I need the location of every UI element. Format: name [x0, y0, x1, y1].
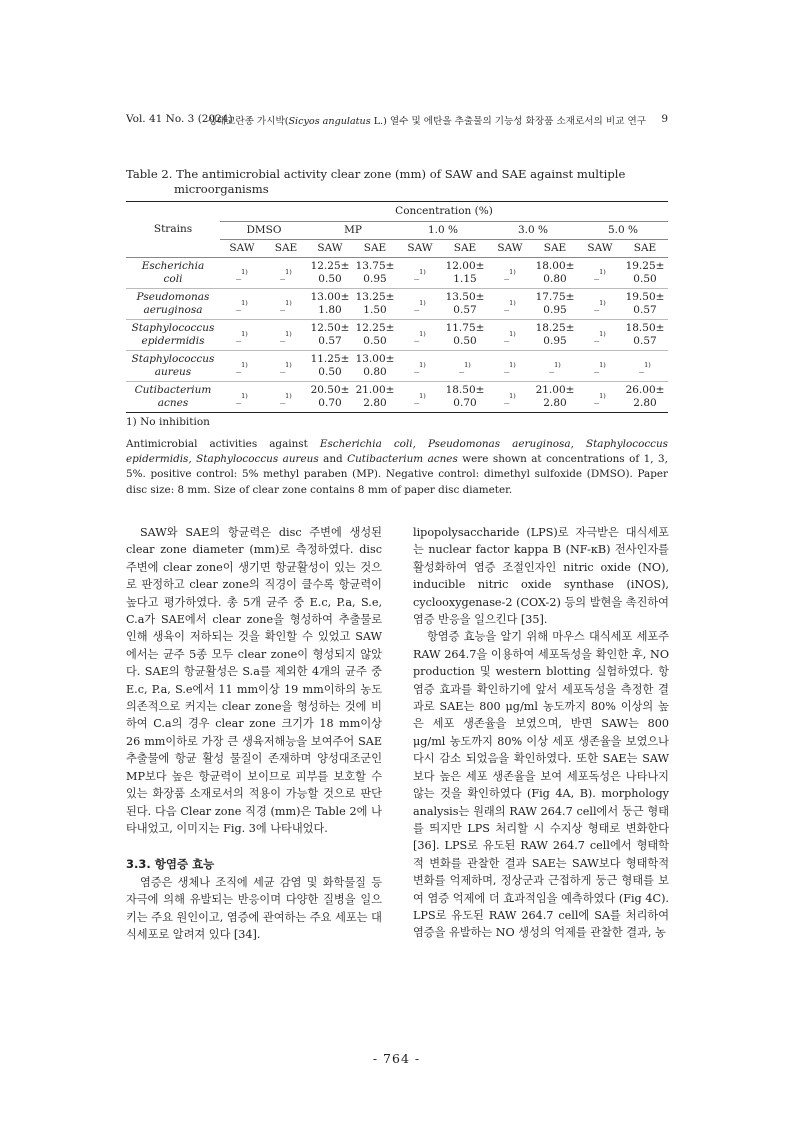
right-paragraph-2: 항염증 효능을 알기 위해 마우스 대식세포 세포주 RAW 264.7을 이용하여 세포독성을 확인한 후, NO production 및 western blotting 실험하였다. 항염증 효과를 확인하기에 앞서 세포독성을 측정한 결과로 SAE는 800 μg/ml 농도까지 80% 이상의 높은 세포 생존율을 보였으며, 반면 SAW는 800 μg/ml 농도까지 80% 이상 세포 생존율을 보였으나 다시 감소 되었음을 확인하였다. 또한 SAE는 SAW보다 높은 세포 생존율을 보여 세포독성은 나타나지 않는 것을 확인하였다 (Fig 4A, B). morphology analysis는 원래의 RAW 264.7 cell에서 둥근 형태를 띄지만 LPS 처리할 시 수지상 형태로 변화한다 [36]. LPS로 유도된 RAW 264.7 cell에서 형태학적 변화를 관찰한 결과 SAE는 SAW보다 형태학적 변화를 억제하며, 정상군과 근접하게 둥근 형태를 보여 염증 억제에 더 효과적임을 예측하였다 (Fig 4C). LPS로 유도된 RAW 264.7 cell에 SA를 처리하여 염증을 유발하는 NO 생성의 억제를 관찰한 결과, 농	[413, 630, 669, 940]
no-inhibition-mark: _	[236, 330, 242, 342]
sd-value: 0.80	[363, 366, 387, 378]
sub-header-sae: SAE	[352, 240, 398, 258]
left-paragraph-2: 염증은 생체나 조직에 세균 감염 및 화학물질 등 자극에 의해 유발되는 반응이며 다양한 질병을 일으키는 주요 원인이고, 염증에 관여하는 주요 세포는 대식세포로 알려져 있다 [34].	[126, 875, 382, 941]
no-inhibition-cell	[264, 289, 308, 320]
no-inhibition-mark: _	[280, 361, 286, 373]
footnote-ref: 1)	[285, 329, 292, 338]
running-title-species: Sicyos angulatus	[288, 116, 371, 127]
no-inhibition-mark: _	[594, 361, 600, 373]
no-inhibition-mark: _	[594, 330, 600, 342]
journal-volume: Vol. 41 No. 3 (2024)	[126, 113, 233, 125]
no-inhibition-cell	[578, 351, 622, 382]
mean-value: 20.50±	[310, 384, 350, 396]
sd-value: 2.80	[363, 397, 387, 409]
no-inhibition-cell	[622, 351, 668, 382]
table-row	[126, 289, 668, 320]
no-inhibition-mark: _	[504, 299, 510, 311]
value-cell	[442, 382, 488, 413]
footnote-ref: 1)	[241, 360, 248, 369]
mean-value: 13.25±	[355, 291, 395, 303]
mean-value: 21.00±	[535, 384, 575, 396]
mean-value: 12.25±	[355, 322, 395, 334]
sd-value: 1.80	[318, 304, 342, 316]
sub-header-saw: SAW	[398, 240, 442, 258]
strain-name	[126, 351, 220, 382]
strain-name-part: epidermidis	[141, 335, 205, 347]
value-cell	[622, 382, 668, 413]
no-inhibition-cell	[264, 258, 308, 289]
mean-value: 13.00±	[310, 291, 350, 303]
value-cell	[442, 258, 488, 289]
group-header-mp: MP	[308, 222, 398, 240]
footnote-ref: 1)	[285, 360, 292, 369]
no-inhibition-mark: _	[280, 268, 286, 280]
sd-value: 0.57	[318, 335, 342, 347]
footnote-ref: 1)	[419, 267, 426, 276]
sd-value: 1.15	[453, 273, 477, 285]
mean-value: 19.25±	[625, 260, 665, 272]
table-legend	[126, 437, 668, 498]
footnote-ref: 1)	[509, 360, 516, 369]
no-inhibition-cell	[532, 351, 578, 382]
value-cell	[308, 320, 352, 351]
no-inhibition-mark: _	[594, 268, 600, 280]
no-inhibition-cell	[264, 351, 308, 382]
sd-value: 0.57	[453, 304, 477, 316]
no-inhibition-cell	[488, 320, 532, 351]
value-cell	[352, 382, 398, 413]
sd-value: 0.50	[363, 335, 387, 347]
value-cell	[352, 258, 398, 289]
no-inhibition-cell	[398, 382, 442, 413]
no-inhibition-cell	[220, 258, 264, 289]
no-inhibition-mark: _	[280, 392, 286, 404]
sd-value: 0.57	[633, 335, 657, 347]
header-page-number: 9	[661, 113, 668, 125]
footnote-ref: 1)	[241, 329, 248, 338]
value-cell	[532, 382, 578, 413]
no-inhibition-cell	[398, 351, 442, 382]
footnote-ref: 1)	[554, 360, 561, 369]
no-inhibition-mark: _	[594, 299, 600, 311]
mean-value: 17.75±	[535, 291, 575, 303]
sub-header-saw: SAW	[308, 240, 352, 258]
mean-value: 26.00±	[625, 384, 665, 396]
right-column	[413, 524, 669, 942]
footnote-ref: 1)	[509, 329, 516, 338]
value-cell	[352, 351, 398, 382]
no-inhibition-mark: _	[504, 268, 510, 280]
page-number: - 764 -	[372, 1051, 421, 1066]
no-inhibition-cell	[578, 258, 622, 289]
sub-header-saw: SAW	[220, 240, 264, 258]
no-inhibition-cell	[398, 289, 442, 320]
mean-value: 12.00±	[445, 260, 485, 272]
value-cell	[308, 382, 352, 413]
no-inhibition-cell	[398, 320, 442, 351]
mean-value: 13.00±	[355, 353, 395, 365]
strain-name-part: aeruginosa	[143, 304, 203, 316]
footnote-ref: 1)	[241, 298, 248, 307]
footnote-ref: 1)	[241, 391, 248, 400]
strain-name-part: aureus	[154, 366, 192, 378]
footnote-ref: 1)	[285, 298, 292, 307]
strain-name-part: Staphylococcus	[131, 353, 215, 365]
no-inhibition-mark: _	[414, 299, 420, 311]
table-row	[126, 320, 668, 351]
sd-value: 0.95	[363, 273, 387, 285]
value-cell	[308, 258, 352, 289]
value-cell	[308, 289, 352, 320]
sd-value: 0.57	[633, 304, 657, 316]
group-header-3pct: 3.0 %	[488, 222, 578, 240]
table-caption	[126, 167, 668, 197]
mean-value: 21.00±	[355, 384, 395, 396]
footnote-ref: 1)	[599, 391, 606, 400]
footnote-ref: 1)	[599, 267, 606, 276]
no-inhibition-cell	[578, 382, 622, 413]
no-inhibition-mark: _	[414, 268, 420, 280]
sd-value: 0.80	[543, 273, 567, 285]
legend-text-1: Antimicrobial activities against	[126, 438, 320, 450]
footnote-ref: 1)	[419, 298, 426, 307]
sd-value: 2.80	[543, 397, 567, 409]
sub-header-sae: SAE	[264, 240, 308, 258]
value-cell	[532, 258, 578, 289]
sd-value: 0.95	[543, 304, 567, 316]
sd-value: 1.50	[363, 304, 387, 316]
legend-species-1: Escherichia coli, Pseudomonas aeruginosa, Staphylococcus epidermidis, Staphylococcus aureus	[126, 438, 668, 466]
no-inhibition-mark: _	[459, 361, 465, 373]
footnote-ref: 1)	[285, 391, 292, 400]
antimicrobial-table	[126, 201, 668, 413]
legend-text-2: and	[318, 453, 348, 466]
no-inhibition-mark: _	[236, 361, 242, 373]
strain-name	[126, 382, 220, 413]
no-inhibition-mark: _	[414, 361, 420, 373]
no-inhibition-mark: _	[280, 299, 286, 311]
no-inhibition-mark: _	[414, 330, 420, 342]
sd-value: 0.50	[318, 366, 342, 378]
legend-text-3: were shown at concentrations of 1, 3, 5%. positive control: 5% methyl paraben (MP). Negative control: dimethyl sulfoxide (DMSO). Paper disc size: 8 mm. Size of clear zone contains 8 mm of paper disc diameter.	[126, 453, 668, 496]
footnote-ref: 1)	[419, 329, 426, 338]
footnote-ref: 1)	[464, 360, 471, 369]
footnote-ref: 1)	[509, 391, 516, 400]
table-caption-line1: Table 2. The antimicrobial activity clear zone (mm) of SAW and SAE against multiple	[126, 167, 626, 181]
section-heading: 3.3. 항염증 효능	[126, 857, 215, 872]
value-cell	[352, 289, 398, 320]
strain-name	[126, 320, 220, 351]
no-inhibition-mark: _	[280, 330, 286, 342]
mean-value: 12.25±	[310, 260, 350, 272]
sub-header-sae: SAE	[442, 240, 488, 258]
value-cell	[622, 258, 668, 289]
no-inhibition-mark: _	[594, 392, 600, 404]
no-inhibition-cell	[488, 382, 532, 413]
value-cell	[532, 320, 578, 351]
footnote-ref: 1)	[599, 329, 606, 338]
no-inhibition-mark: _	[549, 361, 555, 373]
footnote-ref: 1)	[419, 391, 426, 400]
running-title-post: L.) 열수 및 에탄올 추출물의 기능성 화장품 소재로서의 비교 연구	[370, 116, 646, 127]
sd-value: 0.70	[318, 397, 342, 409]
strain-name-part: Pseudomonas	[136, 291, 210, 303]
table-row	[126, 351, 668, 382]
strain-name-part: Cutibacterium	[134, 384, 212, 396]
table-caption-line2: microorganisms	[174, 182, 269, 196]
mean-value: 18.25±	[535, 322, 575, 334]
group-header-dmso: DMSO	[220, 222, 308, 240]
no-inhibition-cell	[398, 258, 442, 289]
mean-value: 18.00±	[535, 260, 575, 272]
no-inhibition-cell	[220, 320, 264, 351]
footnote-ref: 1)	[599, 298, 606, 307]
value-cell	[442, 289, 488, 320]
sub-header-sae: SAE	[532, 240, 578, 258]
no-inhibition-cell	[442, 351, 488, 382]
mean-value: 11.25±	[310, 353, 350, 365]
no-inhibition-mark: _	[236, 268, 242, 280]
table-row	[126, 258, 668, 289]
sub-header-saw: SAW	[578, 240, 622, 258]
running-header	[126, 113, 668, 127]
value-cell	[442, 320, 488, 351]
footnote-ref: 1)	[285, 267, 292, 276]
running-title-pre: 생태교란종 가시박(	[207, 116, 289, 127]
footnote-ref: 1)	[599, 360, 606, 369]
concentration-header: Concentration (%)	[220, 202, 668, 222]
footnote-ref: 1)	[644, 360, 651, 369]
value-cell	[352, 320, 398, 351]
table-footnote: 1) No inhibition	[126, 416, 210, 428]
no-inhibition-mark: _	[639, 361, 645, 373]
left-column	[126, 524, 382, 943]
strain-name-part: coli	[163, 273, 183, 285]
no-inhibition-cell	[488, 289, 532, 320]
no-inhibition-cell	[220, 382, 264, 413]
sd-value: 0.50	[453, 335, 477, 347]
strains-header: Strains	[126, 202, 220, 258]
value-cell	[622, 289, 668, 320]
no-inhibition-mark: _	[504, 392, 510, 404]
no-inhibition-cell	[264, 320, 308, 351]
value-cell	[532, 289, 578, 320]
no-inhibition-cell	[578, 289, 622, 320]
group-header-5pct: 5.0 %	[578, 222, 668, 240]
no-inhibition-cell	[220, 289, 264, 320]
sd-value: 0.95	[543, 335, 567, 347]
no-inhibition-mark: _	[504, 330, 510, 342]
running-title	[208, 113, 646, 127]
mean-value: 11.75±	[445, 322, 485, 334]
no-inhibition-cell	[488, 258, 532, 289]
no-inhibition-cell	[220, 351, 264, 382]
mean-value: 12.50±	[310, 322, 350, 334]
no-inhibition-mark: _	[236, 299, 242, 311]
no-inhibition-mark: _	[504, 361, 510, 373]
no-inhibition-mark: _	[414, 392, 420, 404]
footnote-ref: 1)	[509, 298, 516, 307]
mean-value: 13.50±	[445, 291, 485, 303]
strain-name-part: Staphylococcus	[131, 322, 215, 334]
sd-value: 0.50	[633, 273, 657, 285]
value-cell	[308, 351, 352, 382]
no-inhibition-cell	[488, 351, 532, 382]
table-body	[126, 258, 668, 413]
strain-name-part: acnes	[157, 397, 189, 409]
no-inhibition-cell	[578, 320, 622, 351]
sub-header-saw: SAW	[488, 240, 532, 258]
sub-header-sae: SAE	[622, 240, 668, 258]
left-paragraph-1: SAW와 SAE의 항균력은 disc 주변에 생성된 clear zone diameter (mm)로 측정하였다. disc 주변에 clear zone이 생기면 항균활성이 있는 것으로 판정하고 clear zone의 직경이 클수록 항균력이 높다고 평가하였다. 총 5개 균주 중 E.c, P.a, S.e, C.a가 SAE에서 clear zone을 형성하여 추출물로 인해 생육이 저하되는 것을 확인할 수 있었고 SAW에서는 균주 5종 모두 clear zone이 형성되지 않았다. SAE의 항균활성은 S.a를 제외한 4개의 균주 중 E.c, P.a, S.e에서 11 mm이상 19 mm이하의 농도의존적으로 커지는 clear zone을 형성하는 것에 비하여 C.a의 경우 clear zone 크기가 18 mm이상 26 mm이하로 가장 큰 생육저해능을 보여주어 SAE 추출물에 항균 활성 물질이 존재하며 양성대조군인 MP보다 높은 항균력이 보이므로 피부를 보호할 수 있는 화장품 소재로서의 적용이 가능할 것으로 판단된다. 다음 Clear zone 직경 (mm)은 Table 2에 나타내었고, 이미지는 Fig. 3에 나타내었다.	[126, 526, 382, 835]
footnote-ref: 1)	[419, 360, 426, 369]
mean-value: 13.75±	[355, 260, 395, 272]
group-header-1pct: 1.0 %	[398, 222, 488, 240]
mean-value: 18.50±	[625, 322, 665, 334]
legend-species-2: Cutibacterium acnes	[347, 453, 458, 466]
sd-value: 0.50	[318, 273, 342, 285]
footnote-ref: 1)	[509, 267, 516, 276]
strain-name-part: Escherichia	[141, 260, 205, 272]
strain-name	[126, 258, 220, 289]
right-paragraph-1: lipopolysaccharide (LPS)로 자극받은 대식세포는 nuclear factor kappa B (NF-κB) 전사인자를 활성화하여 염증 조절인자인 nitric oxide (NO), inducible nitric oxide synthase (iNOS), cyclooxygenase-2 (COX-2) 등의 발현을 촉진하여 염증 반응을 일으킨다 [35].	[413, 526, 669, 627]
no-inhibition-cell	[264, 382, 308, 413]
sd-value: 0.70	[453, 397, 477, 409]
no-inhibition-mark: _	[236, 392, 242, 404]
mean-value: 18.50±	[445, 384, 485, 396]
mean-value: 19.50±	[625, 291, 665, 303]
strain-name	[126, 289, 220, 320]
sd-value: 2.80	[633, 397, 657, 409]
footnote-ref: 1)	[241, 267, 248, 276]
table-row	[126, 382, 668, 413]
value-cell	[622, 320, 668, 351]
